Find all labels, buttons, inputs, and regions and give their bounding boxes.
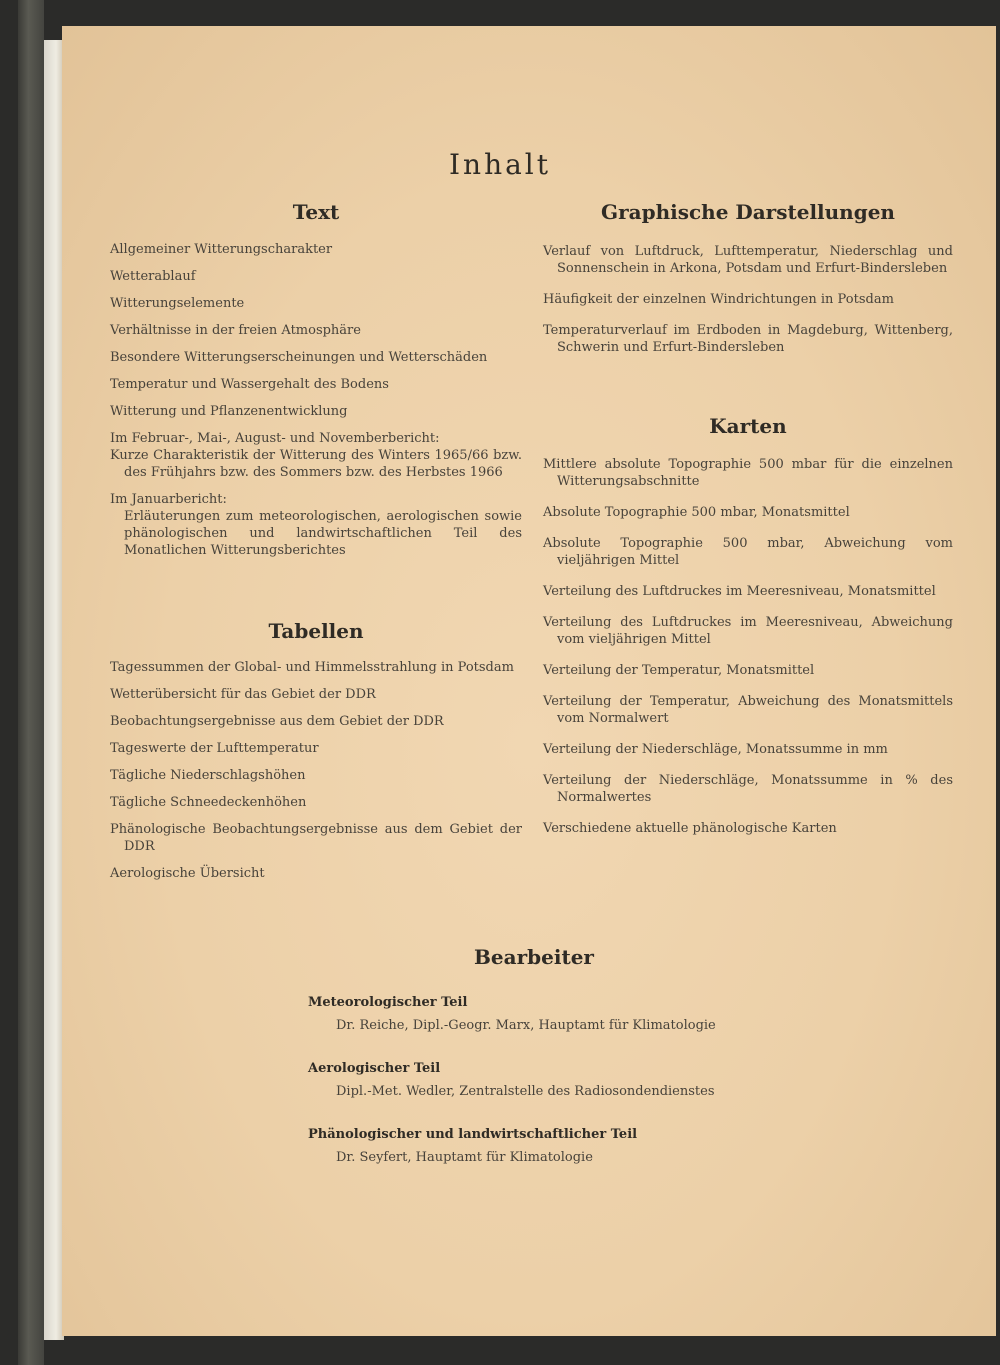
text-items: [110, 241, 522, 559]
karten-heading: Karten: [709, 414, 787, 438]
tabellen-item: Phänologische Beobachtungsergebnisse aus dem Gebiet der DDR: [110, 822, 522, 854]
tabellen-item: Beobachtungsergebnisse aus dem Gebiet der DDR: [110, 714, 444, 729]
graphische-item: Häufigkeit der einzelnen Windrichtungen in Potsdam: [543, 292, 894, 307]
text-special-label: Im Januarbericht:: [110, 492, 227, 507]
karten-item: Verschiedene aktuelle phänologische Karten: [543, 821, 837, 836]
page-title: Inhalt: [448, 148, 552, 181]
text-item: Witterungselemente: [110, 296, 245, 311]
karten-item: Verteilung des Luftdruckes im Meeresniveau, Monatsmittel: [543, 584, 936, 599]
bearbeiter-group: [308, 995, 868, 1061]
bearbeiter-label: Phänologischer und landwirtschaftlicher Teil: [308, 1127, 638, 1142]
book-binding: [18, 0, 44, 1365]
graphische-heading: Graphische Darstellungen: [601, 200, 895, 224]
karten-item: Absolute Topographie 500 mbar, Abweichung vom vieljährigen Mittel: [543, 536, 953, 568]
bearbeiter-list: [308, 995, 868, 1165]
text-item: Wetterablauf: [110, 269, 196, 284]
karten-items: [543, 456, 953, 837]
karten-item: Verteilung der Niederschläge, Monatssumme in mm: [543, 742, 888, 757]
karten-item: Verteilung der Temperatur, Abweichung des Monatsmittels vom Normalwert: [543, 694, 953, 726]
bearbeiter-label: Meteorologischer Teil: [308, 995, 468, 1010]
text-heading: Text: [292, 200, 340, 224]
text-item: Verhältnisse in der freien Atmosphäre: [110, 323, 361, 338]
graphische-items: [543, 243, 953, 356]
tabellen-item: Tageswerte der Lufttemperatur: [110, 741, 319, 756]
karten-item: Verteilung der Temperatur, Monatsmittel: [543, 663, 815, 678]
page-edge: [44, 40, 64, 1340]
karten-item: Mittlere absolute Topographie 500 mbar für die einzelnen Witterungsabschnitte: [543, 457, 953, 489]
bearbeiter-text: Dipl.-Met. Wedler, Zentralstelle des Radiosondendienstes: [336, 1084, 715, 1099]
tabellen-item: Tägliche Schneedeckenhöhen: [110, 795, 307, 810]
text-item: Allgemeiner Witterungscharakter: [110, 242, 333, 257]
text-special-label: Im Februar-, Mai-, August- und Novemberbericht:: [110, 431, 440, 446]
bearbeiter-text: Dr. Seyfert, Hauptamt für Klimatologie: [336, 1150, 593, 1165]
bearbeiter-group: [308, 1061, 868, 1127]
tabellen-item: Tagessummen der Global- und Himmelsstrahlung in Potsdam: [110, 660, 514, 675]
tabellen-item: Aerologische Übersicht: [110, 866, 265, 881]
bearbeiter-text: Dr. Reiche, Dipl.-Geogr. Marx, Hauptamt für Klimatologie: [336, 1018, 716, 1033]
text-item: Besondere Witterungserscheinungen und Wetterschäden: [110, 350, 488, 365]
tabellen-heading: Tabellen: [268, 619, 364, 643]
bearbeiter-heading: Bearbeiter: [474, 945, 594, 969]
text-item: Temperatur und Wassergehalt des Bodens: [110, 377, 389, 392]
tabellen-items: [110, 659, 522, 882]
graphische-item: Temperaturverlauf im Erdboden in Magdeburg, Wittenberg, Schwerin und Erfurt-Bindersleben: [543, 323, 953, 355]
text-special-text: Erläuterungen zum meteorologischen, aerologischen sowie phänologischen und landwirtschaftlichen Teil des Monatlichen Witterungsberichtes: [124, 509, 522, 558]
tabellen-item: Wetterübersicht für das Gebiet der DDR: [110, 687, 376, 702]
bearbeiter-group: [308, 1127, 868, 1165]
tabellen-item: Tägliche Niederschlagshöhen: [110, 768, 306, 783]
text-item: Witterung und Pflanzenentwicklung: [110, 404, 348, 419]
graphische-item: Verlauf von Luftdruck, Lufttemperatur, Niederschlag und Sonnenschein in Arkona, Potsdam und Erfurt-Bindersleben: [543, 244, 953, 276]
karten-item: Verteilung der Niederschläge, Monatssumme in % des Normalwertes: [543, 773, 953, 805]
text-special-text: Kurze Charakteristik der Witterung des Winters 1965/66 bzw. des Frühjahrs bzw. des Sommers bzw. des Herbstes 1966: [110, 448, 522, 480]
bearbeiter-label: Aerologischer Teil: [308, 1061, 441, 1076]
karten-item: Absolute Topographie 500 mbar, Monatsmittel: [543, 505, 850, 520]
karten-item: Verteilung des Luftdruckes im Meeresniveau, Abweichung vom vieljährigen Mittel: [543, 615, 953, 647]
